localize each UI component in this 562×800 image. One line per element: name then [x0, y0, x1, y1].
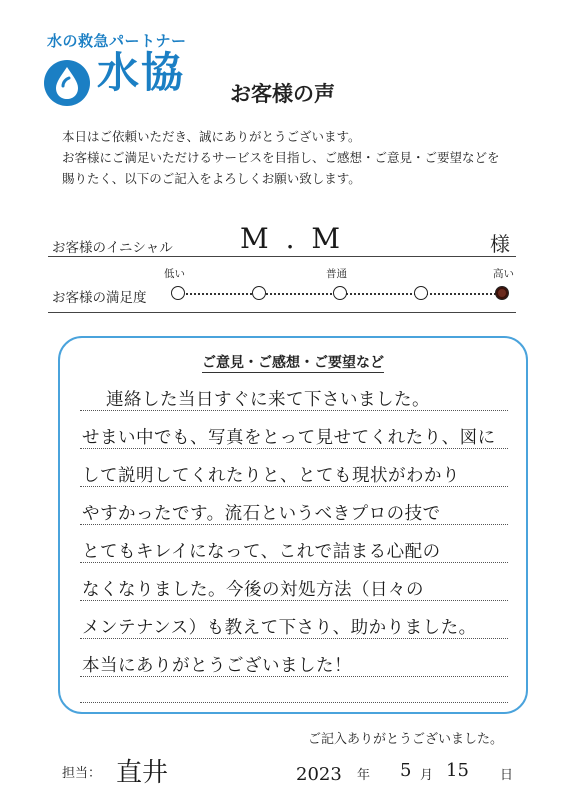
comments-title: ご意見・ご感想・ご要望など	[202, 355, 384, 371]
initials-label: お客様のイニシャル	[52, 240, 173, 256]
rating-option-2[interactable]	[252, 286, 266, 300]
date-day: 15	[446, 760, 469, 781]
initials-underline	[48, 256, 516, 257]
intro-line: 賜りたく、以下のご記入をよろしくお願い致します。	[62, 171, 361, 186]
date-year-unit: 年	[357, 768, 371, 783]
staff-signature: 直井	[116, 758, 169, 788]
date-day-unit: 日	[500, 768, 514, 783]
thanks-text: ご記入ありがとうございました。	[308, 732, 504, 747]
date-month-unit: 月	[420, 768, 434, 783]
tagline: 水の救急パートナー	[47, 32, 187, 50]
rating-option-5[interactable]	[495, 286, 509, 300]
initials-field[interactable]: M . M	[240, 222, 345, 255]
honorific-suffix: 様	[490, 232, 510, 256]
logo-text: 水協	[97, 48, 186, 97]
rating-option-4[interactable]	[414, 286, 428, 300]
date-year: 2023	[296, 764, 342, 785]
comment-line: とてもキレイになって、これで詰まる心配の	[82, 542, 441, 562]
satisfaction-label: お客様の満足度	[52, 290, 147, 306]
comment-line: 本当にありがとうございました！	[82, 656, 352, 676]
staff-label: 担当：	[62, 766, 102, 781]
comment-line: なくなりました。今後の対処方法（日々の	[82, 580, 424, 600]
ruled-line	[80, 702, 508, 703]
scale-low-label: 低い	[164, 268, 185, 280]
intro-text	[62, 126, 532, 189]
date-month: 5	[400, 760, 412, 781]
comment-line: メンテナンス）も教えて下さり、助かりました。	[82, 618, 477, 638]
comment-line: せまい中でも、写真をとって見せてくれたり、図に	[82, 428, 496, 448]
comments-box	[58, 336, 528, 714]
intro-line: 本日はご依頼いただき、誠にありがとうございます。	[62, 129, 361, 144]
satisfaction-underline	[48, 312, 516, 313]
rating-option-1[interactable]	[171, 286, 185, 300]
page-title: お客様の声	[230, 82, 335, 106]
water-drop-logo-icon	[42, 58, 92, 108]
scale-mid-label: 普通	[326, 268, 347, 280]
intro-line: お客様にご満足いただけるサービスを目指し、ご感想・ご意見・ご要望などを	[62, 150, 500, 165]
scale-high-label: 高い	[493, 268, 514, 280]
rating-option-3[interactable]	[333, 286, 347, 300]
comment-line: やすかったです。流石というべきプロの技で	[82, 504, 441, 524]
comment-line: して説明してくれたりと、とても現状がわかり	[82, 466, 460, 486]
comment-line: 連絡した当日すぐに来て下さいました。	[106, 390, 430, 410]
